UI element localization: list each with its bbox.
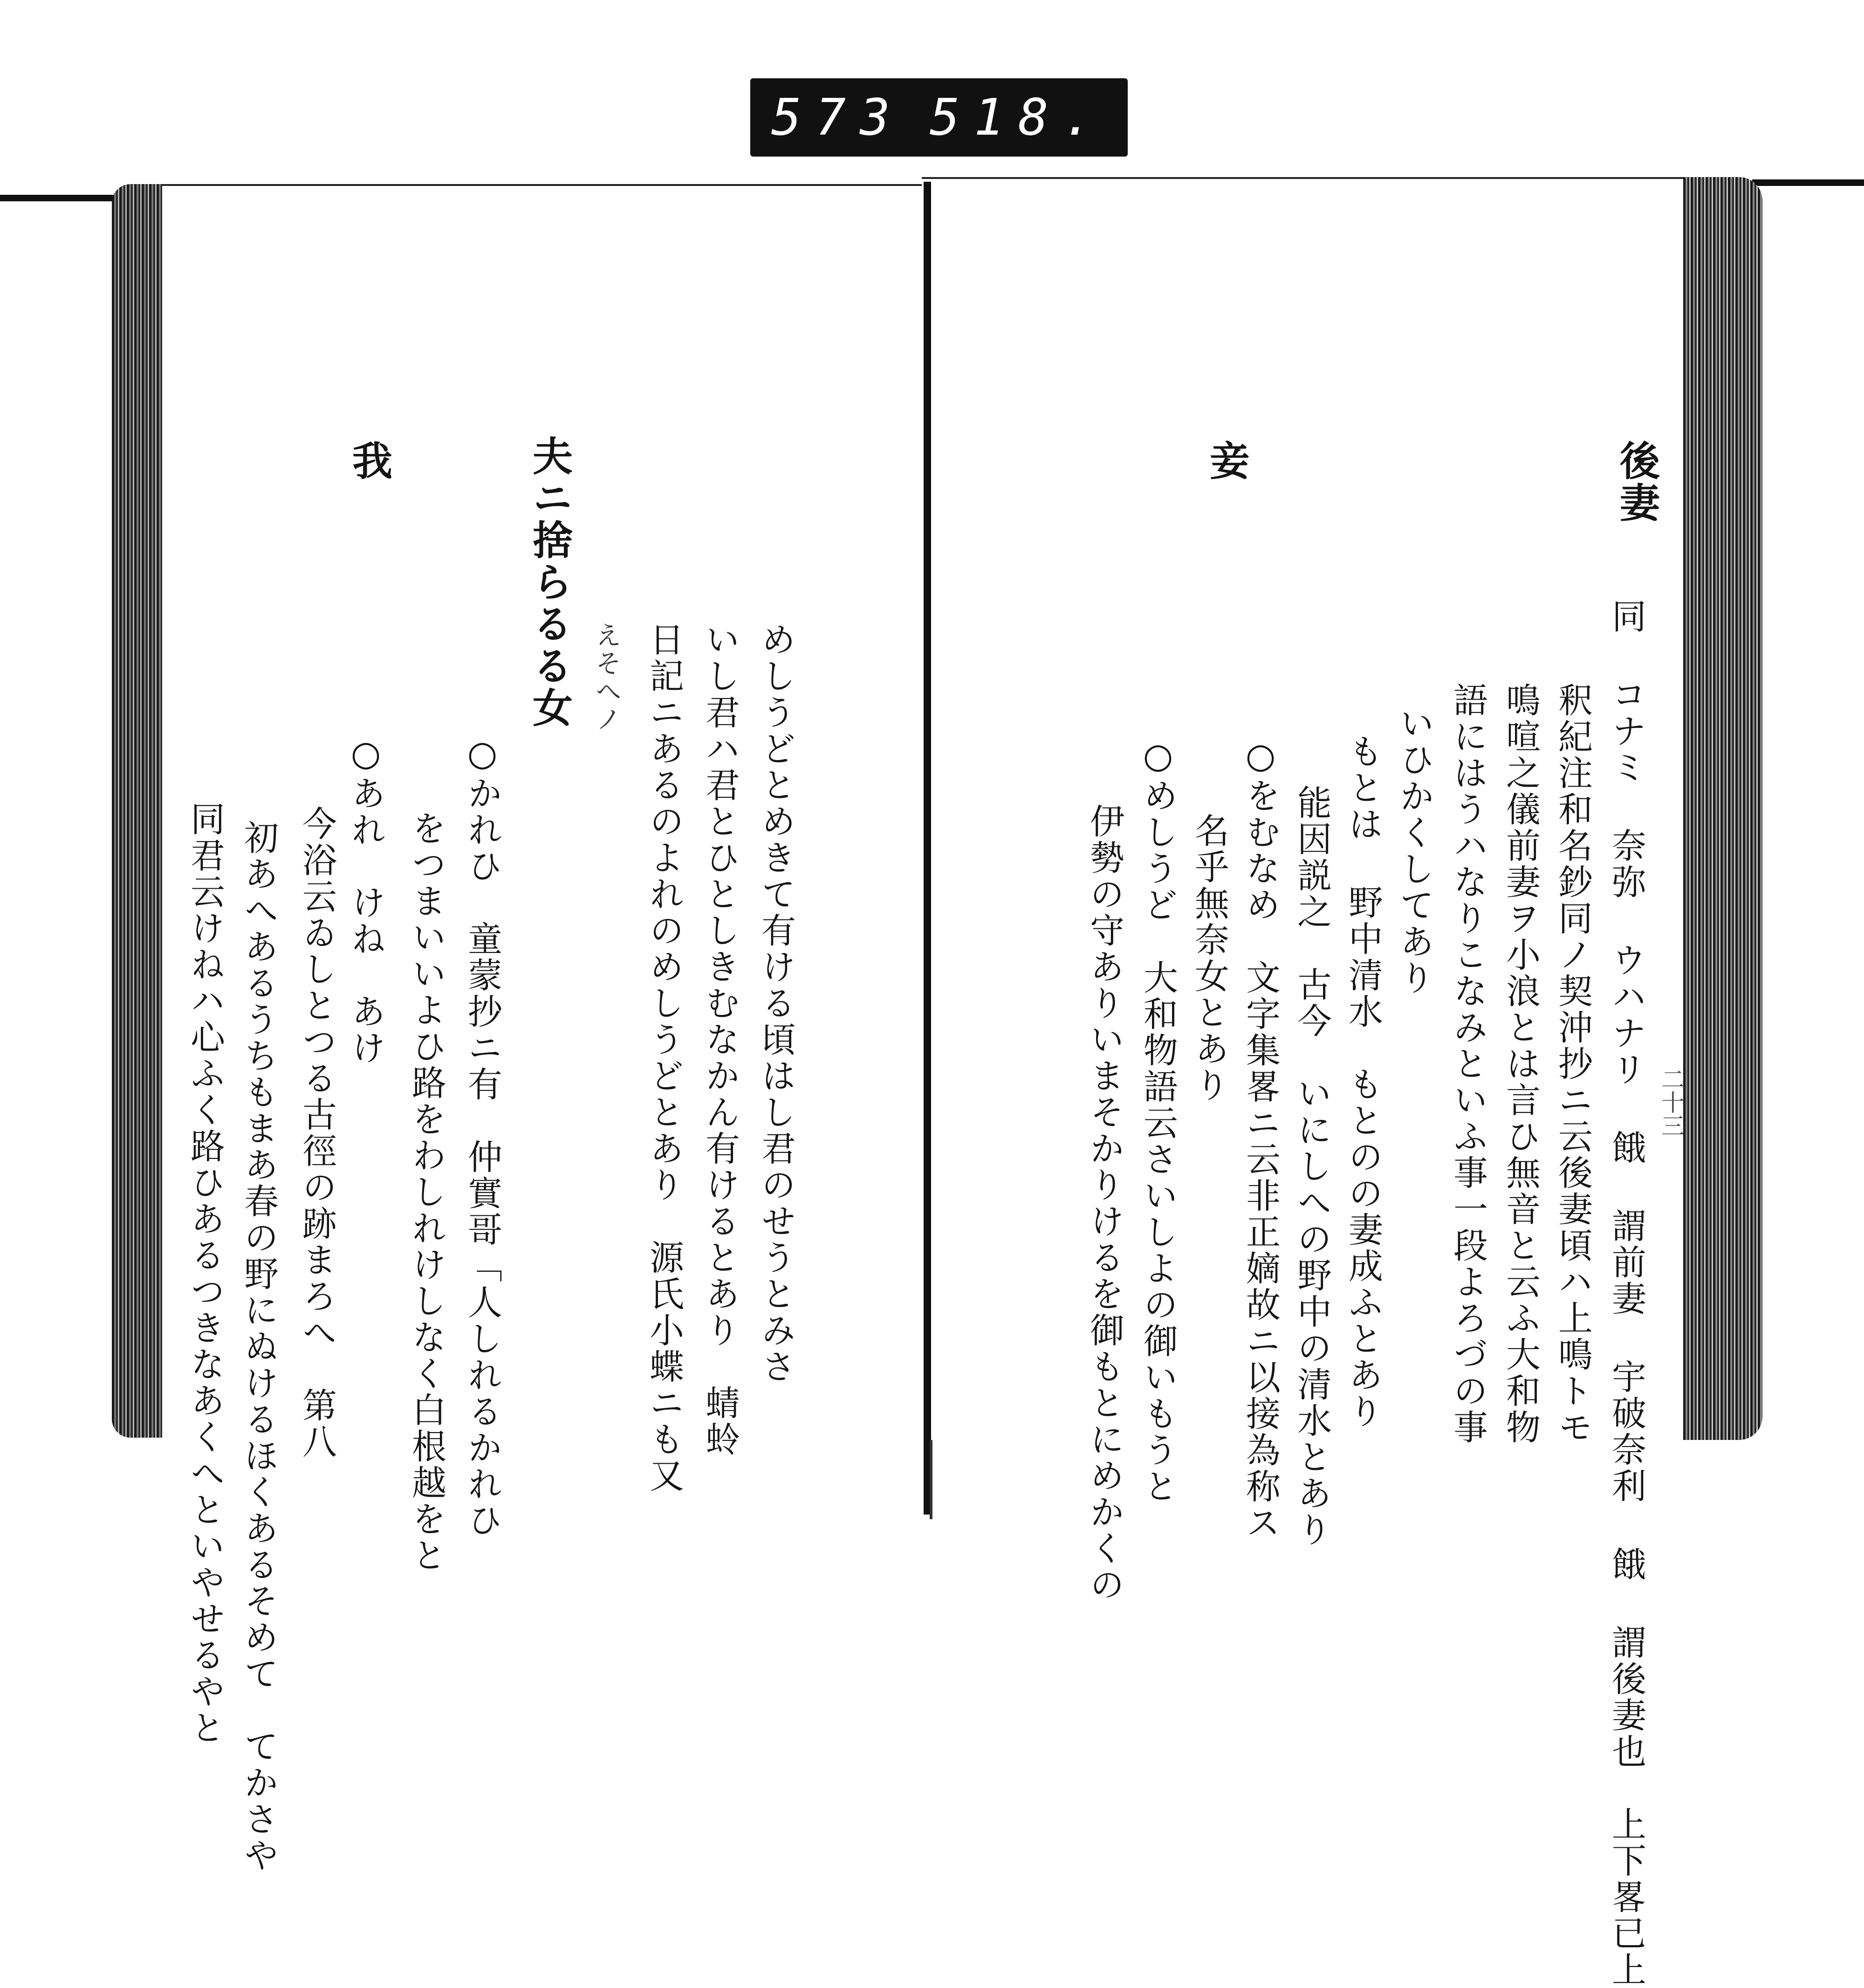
page-number: 二十三 — [1658, 1067, 1685, 1137]
right-col-7: もとは 野中清水 もとのの妻成ふとあり — [1343, 734, 1383, 1430]
book-page-edges-left — [112, 184, 162, 1438]
right-col-2: 同 コナミ 奈弥 ウハナリ 餓 謂前妻 宇破奈利 餓 謂後妻也 上下畧已上 — [1606, 598, 1646, 1988]
right-col-5: 語にはうハなりこなみといふ事一段よろづの事 — [1448, 682, 1488, 1446]
table-edge-left — [0, 195, 121, 201]
right-col-8: 能因説之 古今 いにしへの野中の清水とあり — [1292, 785, 1332, 1548]
left-col-4: いし君ハ君とひとしきむなかん有けるとあり 蜻蛉 — [700, 622, 740, 1458]
book-page-edges-right — [1683, 177, 1762, 1440]
left-col-8: 我 — [345, 440, 392, 482]
table-edge-right — [1752, 179, 1864, 186]
left-page — [162, 184, 922, 1874]
left-col-6: ○かれひ 童蒙抄ニ有 仲實哥「人しれるかれひ — [462, 734, 502, 1539]
left-col-7: をつまいいよひ路をわしれけしなく白根越をと — [406, 810, 446, 1574]
left-col-2: えそへノ — [591, 622, 622, 734]
right-col-9: ○をむなめ 文字集畧ニ云非正嫡故ニ以接為称ス — [1240, 736, 1281, 1541]
right-col-12: 伊勢の守ありいまそかりけるを御もとにめかくの — [1084, 803, 1124, 1603]
book-gutter-tail — [930, 1440, 932, 1519]
right-col-6: いひかくしてあり — [1394, 706, 1434, 996]
archive-number-label — [750, 78, 1128, 157]
left-col-10: 今浴云ゐしとつる古徑の跡まろへ 第八 — [297, 806, 337, 1460]
left-col-11: 初あへあるうちもまあ春の野にぬけるほくあるそめて てかさや — [239, 820, 279, 1874]
left-col-5: めしうどとめきて有ける頃はし君のせうとみさ — [756, 622, 796, 1385]
right-col-13: 妾 — [1203, 440, 1250, 482]
left-col-3: 日記ニあるのよれのめしうどとあり 源氏小蝶ニも又 — [644, 622, 684, 1494]
right-page — [922, 177, 1683, 1988]
left-col-12: 同君云けねハ心ふく路ひあるつきなあくへといやせるやと — [185, 801, 225, 1746]
right-col-10: 名乎無奈女とあり — [1189, 813, 1229, 1104]
right-col-1: 後妻 — [1613, 440, 1660, 524]
left-col-9: ○あれ けね あけ — [346, 734, 386, 1066]
left-col-1: 夫ニ捨らるる女 — [526, 435, 573, 729]
archive-number-right: 518. — [929, 88, 1107, 147]
book-gutter — [924, 182, 931, 1515]
archive-number-left: 573 — [771, 88, 905, 147]
right-col-11: ○めしうど 大和物語云さいしよの御いもうと — [1138, 736, 1178, 1505]
right-col-4: 鳴喧之儀前妻ヲ小浪とは言ひ無音と云ふ大和物 — [1501, 682, 1541, 1446]
right-col-3: 釈紀注和名鈔同ノ契沖抄ニ云後妻頃ハ上鳴トモ — [1553, 682, 1593, 1446]
